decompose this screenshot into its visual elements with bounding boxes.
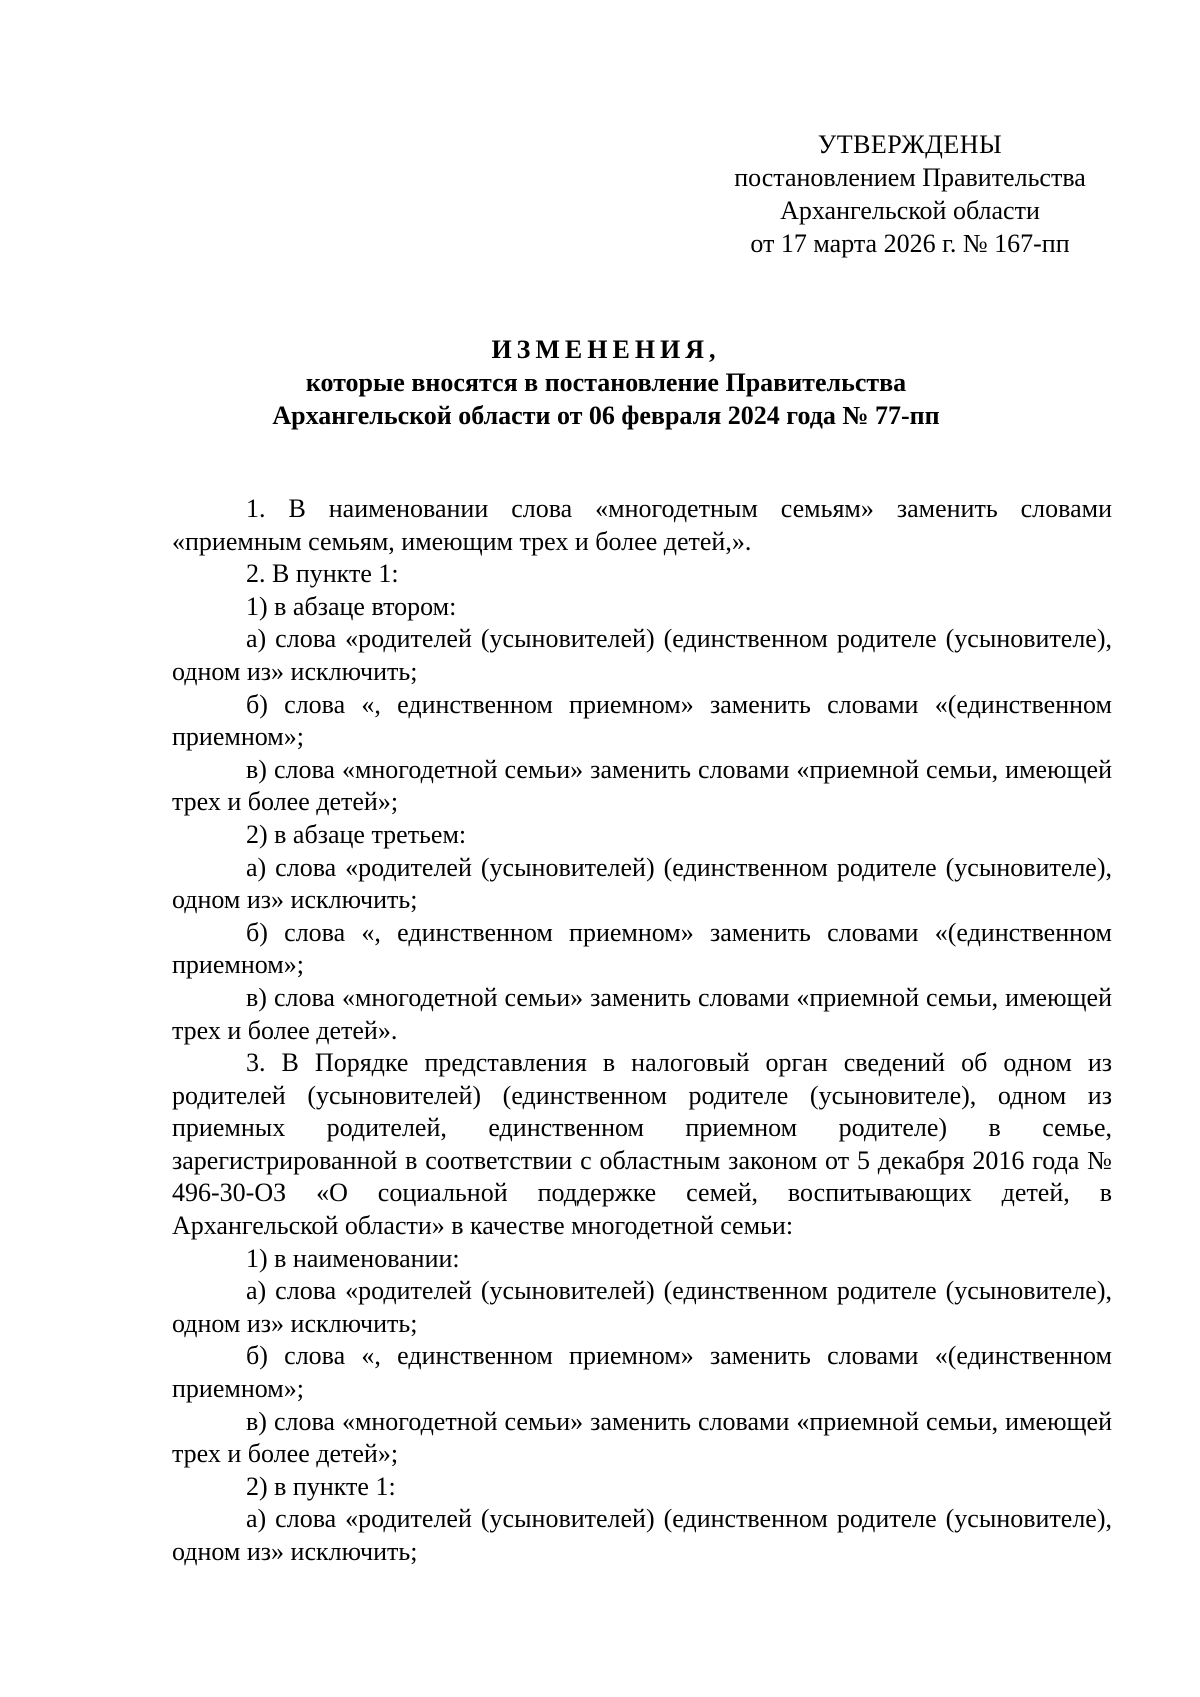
paragraph: 2. В пункте 1:	[246, 559, 399, 589]
paragraph: а) слова «родителей (усыновителей) (единственном родителе (усыновителе), одном из» исключить;	[172, 1504, 1112, 1566]
paragraph: б) слова «, единственном приемном» заменить словами «(единственном приемном»;	[172, 1341, 1112, 1404]
document-subtitle-line-2: Архангельской области от 06 февраля 2024 года № 77-пп	[272, 401, 940, 430]
approval-line-2: Архангельской области	[780, 196, 1040, 225]
approval-line-1: постановлением Правительства	[734, 163, 1086, 192]
paragraph: 1) в абзаце втором:	[246, 591, 457, 621]
document-title-block	[170, 333, 1042, 432]
paragraph: 1. В наименовании слова «многодетным семьям» заменить словами «приемным семьям, имеющим трех и более детей,».	[172, 494, 1112, 556]
paragraph: б) слова «, единственном приемном» заменить словами «(единственном приемном»;	[172, 917, 1112, 980]
document-subtitle-line-1: которые вносятся в постановление Правительства	[305, 368, 907, 397]
paragraph: в) слова «многодетной семьи» заменить словами «приемной семьи, имеющей трех и более детей»;	[172, 754, 1112, 817]
paragraph: в) слова «многодетной семьи» заменить словами «приемной семьи, имеющей трех и более детей».	[172, 982, 1112, 1045]
paragraph: а) слова «родителей (усыновителей) (единственном родителе (усыновителе), одном из» исключить;	[172, 852, 1112, 915]
paragraph: 1) в наименовании:	[246, 1243, 460, 1273]
paragraph: а) слова «родителей (усыновителей) (единственном родителе (усыновителе), одном из» исключить;	[172, 1276, 1112, 1338]
paragraph: а) слова «родителей (усыновителей) (единственном родителе (усыновителе), одном из» исключить;	[172, 624, 1112, 686]
document-body	[172, 493, 1112, 1569]
document-title: ИЗМЕНЕНИЯ,	[491, 335, 721, 364]
approval-line-3: от 17 марта 2026 г. № 167-пп	[750, 229, 1070, 258]
paragraph: 3. В Порядке представления в налоговый орган сведений об одном из родителей (усыновителей) (единственном родителе (усыновителе), одном из приемных родителей, единственном приемном родителе) в семье, зарегистрированной в соответствии с областным законом от 5 декабря 2016 года № 496-30-ОЗ «О социальной поддержке семей, воспитывающих детей, в Архангельской области» в качестве многодетной семьи:	[172, 1048, 1112, 1241]
approval-stamp	[700, 128, 1120, 260]
paragraph: б) слова «, единственном приемном» заменить словами «(единственном приемном»;	[172, 689, 1112, 752]
approval-title: УТВЕРЖДЕНЫ	[817, 130, 1003, 159]
paragraph: в) слова «многодетной семьи» заменить словами «приемной семьи, имеющей трех и более детей»;	[172, 1406, 1112, 1469]
paragraph: 2) в абзаце третьем:	[246, 819, 467, 849]
paragraph: 2) в пункте 1:	[246, 1471, 396, 1501]
